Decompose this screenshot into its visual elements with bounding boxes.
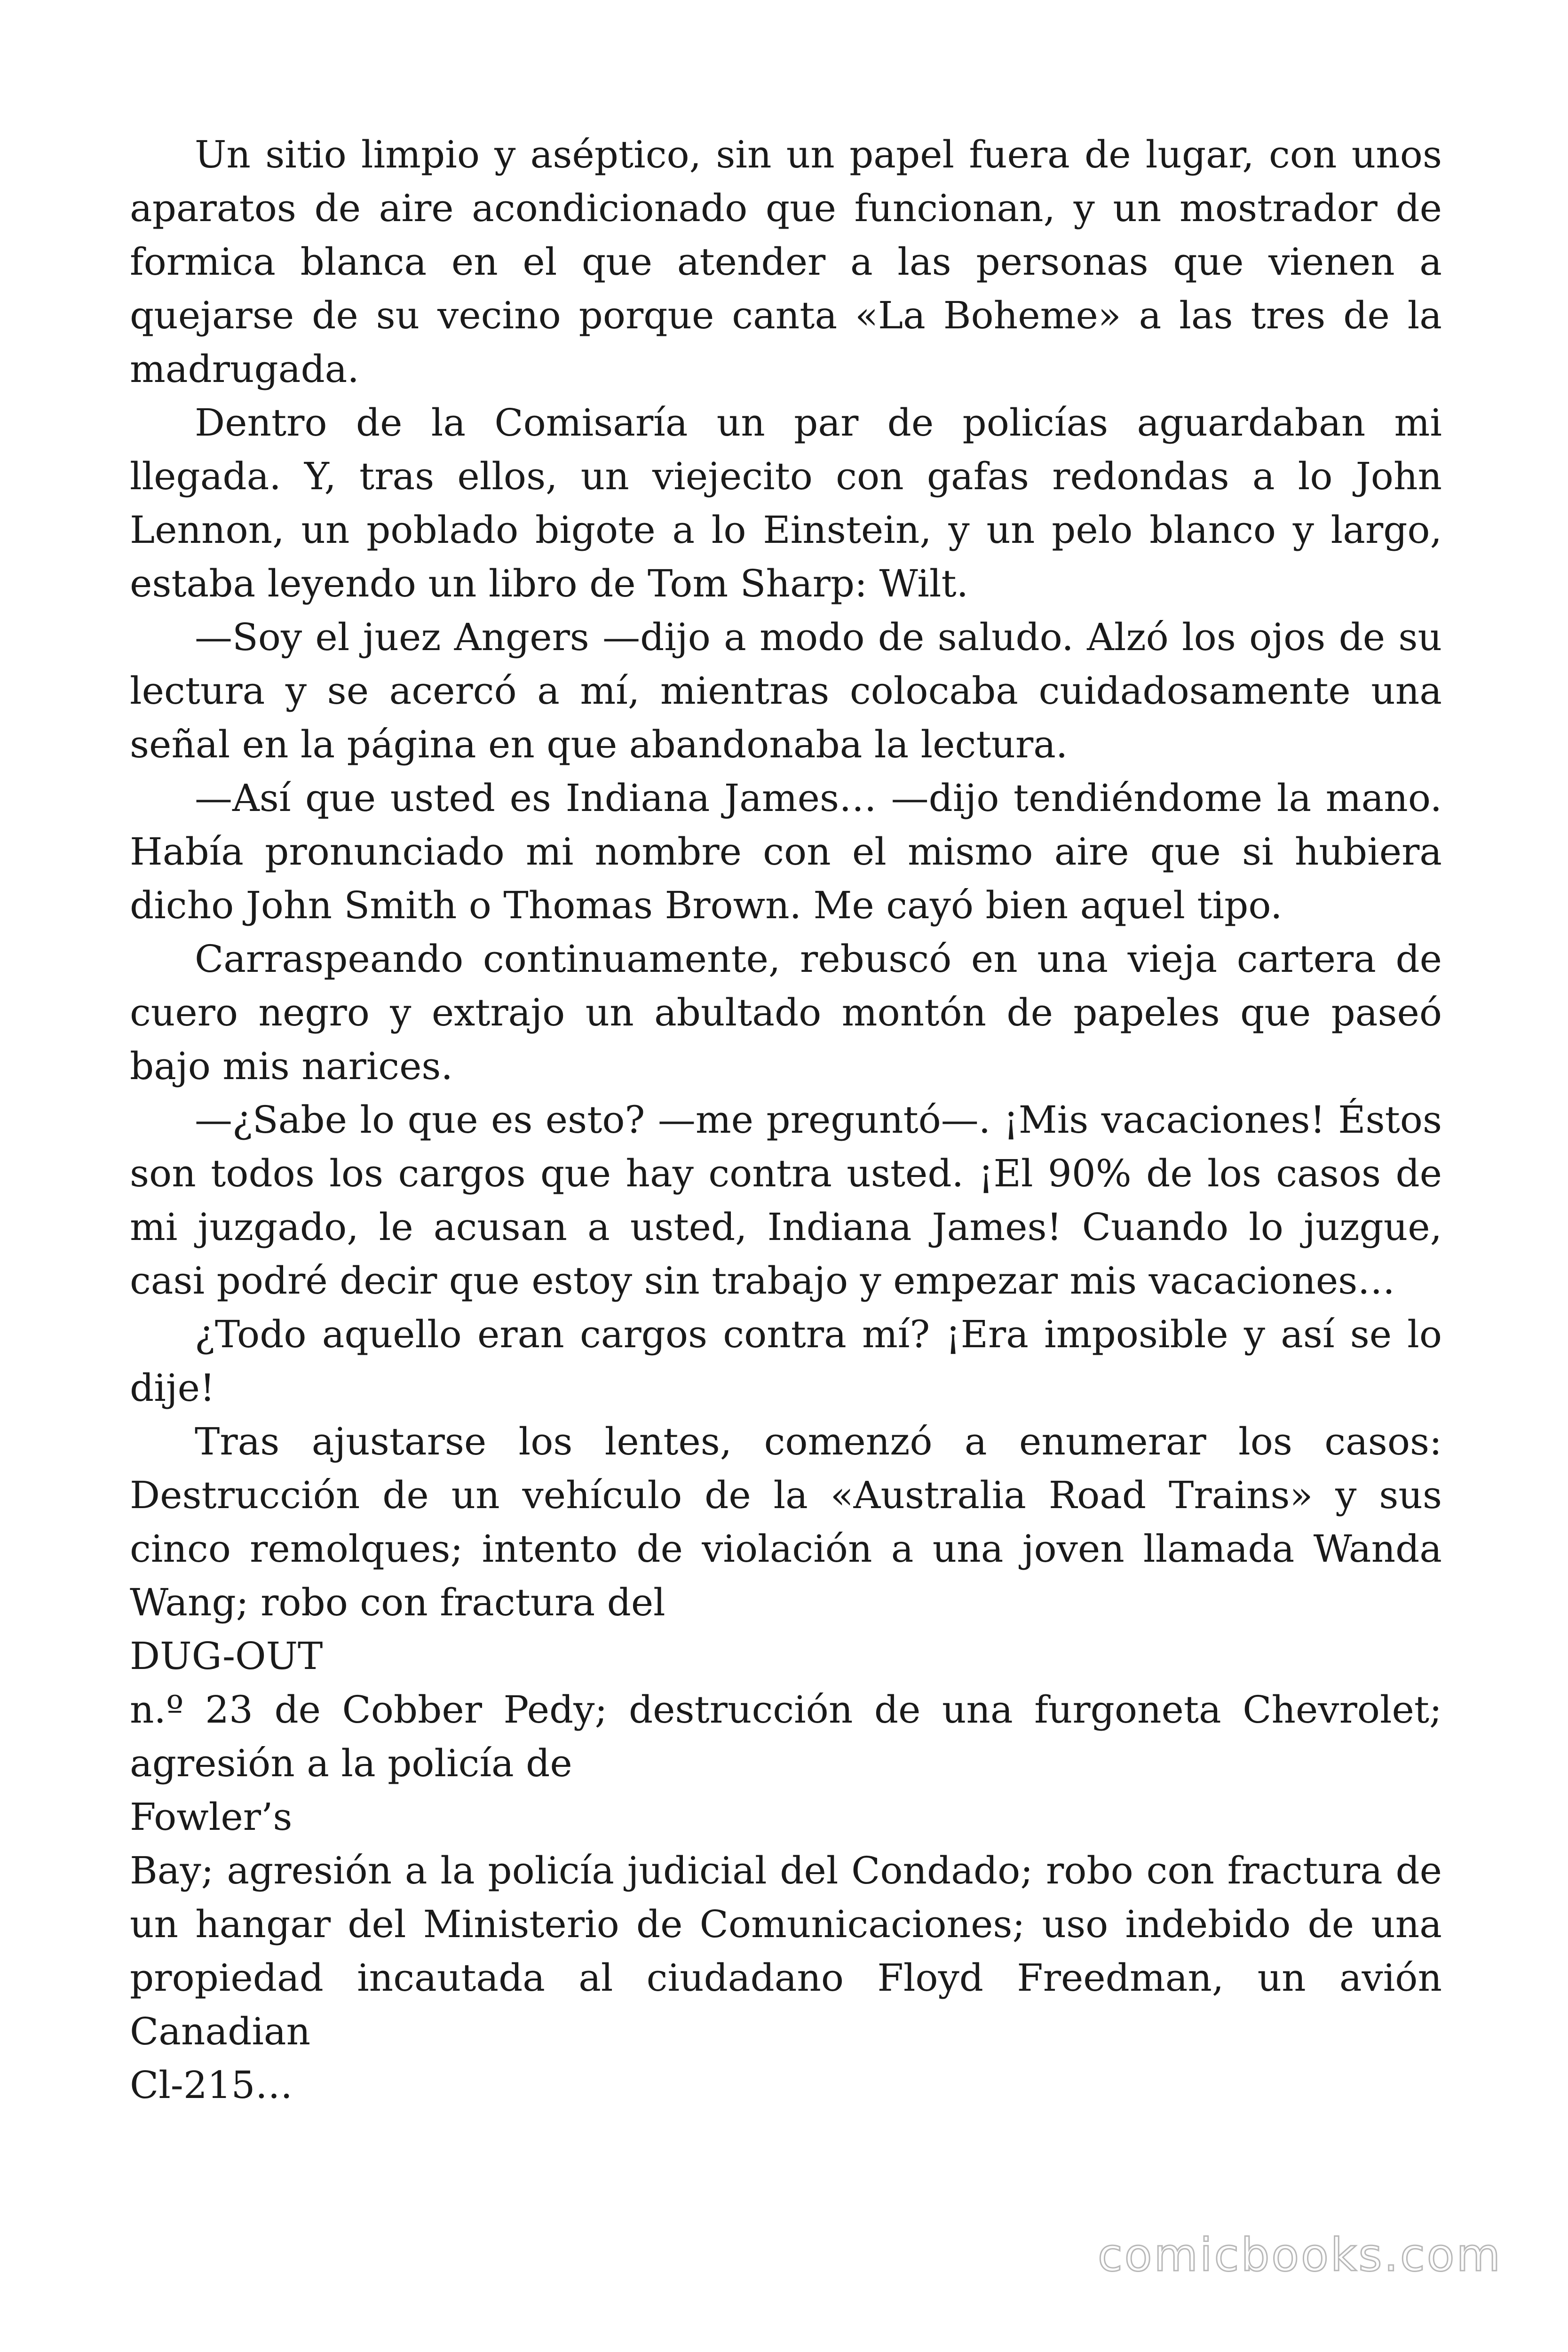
paragraph-judge-greeting: —Soy el juez Angers —dijo a modo de saludo. Alzó los ojos de su lectura y se acercó a mí, mientras colocaba cuidadosamente una señal en la página en que abandonaba la lectura. [130, 615, 1442, 766]
paragraph-handshake: —Así que usted es Indiana James… —dijo tendiéndome la mano. Había pronunciado mi nombre con el mismo aire que si hubiera dicho John Smith o Thomas Brown. Me cayó bien aquel tipo. [130, 776, 1442, 927]
book-page-text [130, 128, 1442, 2112]
fragment-fowlers: Fowler’s [130, 1795, 293, 1839]
fragment-cobber-pedy: n.º 23 de Cobber Pedy; destrucción de una furgoneta Chevrolet; agresión a la policía de [130, 1688, 1442, 1785]
paragraph-charges-question: ¿Todo aquello eran cargos contra mí? ¡Era imposible y así se lo dije! [130, 1312, 1442, 1410]
fragment-bay: Bay; agresión a la policía judicial del Condado; robo con fractura de un hangar del Ministerio de Comunicaciones; uso indebido de una propiedad incautada al ciudadano Floyd Freedman, un avión Canadian [130, 1849, 1442, 2053]
paragraph-office-description: Un sitio limpio y aséptico, sin un papel fuera de lugar, con unos aparatos de aire acondicionado que funcionan, y un mostrador de formica blanca en el que atender a las personas que vienen a quejarse de su vecino porque canta «La Boheme» a las tres de la madrugada. [130, 133, 1442, 391]
watermark-logo: comicbooks.com [1097, 2229, 1502, 2281]
fragment-dug-out: DUG-OUT [130, 1634, 323, 1678]
fragment-cl-215: Cl-215… [130, 2063, 293, 2107]
paragraph-police-station: Dentro de la Comisaría un par de policías aguardaban mi llegada. Y, tras ellos, un viejecito con gafas redondas a lo John Lennon, un poblado bigote a lo Einstein, y un pelo blanco y largo, estaba leyendo un libro de Tom Sharp: Wilt. [130, 401, 1442, 605]
paragraph-briefcase: Carraspeando continuamente, rebuscó en una vieja cartera de cuero negro y extrajo un abultado montón de papeles que paseó bajo mis narices. [130, 937, 1442, 1088]
paragraph-charges-list: Tras ajustarse los lentes, comenzó a enumerar los casos: Destrucción de un vehículo de la «Australia Road Trains» y sus cinco remolques; intento de violación a una joven llamada Wanda Wang; robo con fractura del [130, 1420, 1442, 1624]
paragraph-vacations: —¿Sabe lo que es esto? —me preguntó—. ¡Mis vacaciones! Éstos son todos los cargos que hay contra usted. ¡El 90% de los casos de mi juzgado, le acusan a usted, Indiana James! Cuando lo juzgue, casi podré decir que estoy sin trabajo y empezar mis vacaciones… [130, 1098, 1442, 1303]
